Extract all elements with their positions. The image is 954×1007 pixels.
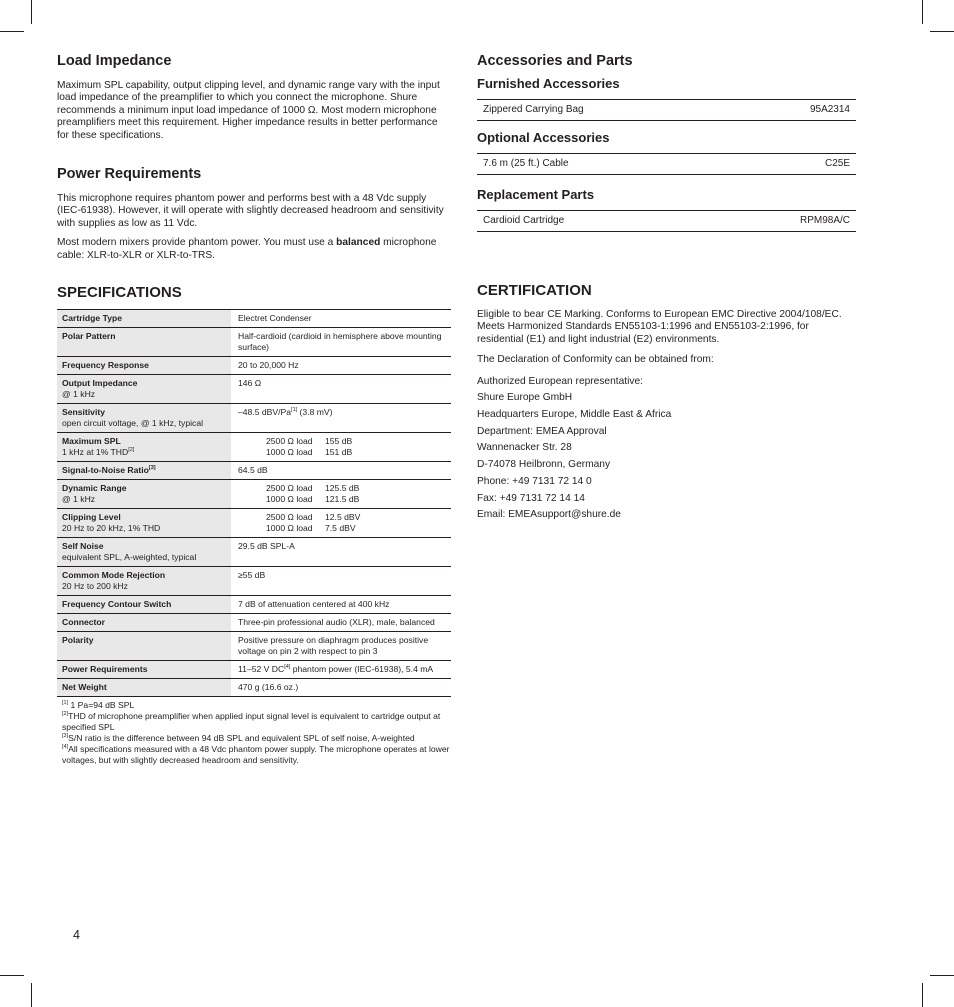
accessory-name: Cardioid Cartridge	[483, 215, 565, 226]
spec-value-cell	[231, 661, 451, 679]
spec-value: ≥55 dB	[238, 570, 266, 581]
footnote-text: THD of microphone preamplifier when applied input signal level is equivalent to cartridge output at specified SPL	[62, 711, 441, 733]
replacement-part-row	[477, 210, 856, 232]
spec-key-condition	[62, 581, 226, 592]
certification-heading: CERTIFICATION	[477, 282, 592, 299]
spec-row	[57, 632, 451, 661]
spec-load-value: 151 dB	[325, 447, 353, 458]
spec-value: 64.5 dB	[238, 465, 268, 476]
optional-accessories-heading: Optional Accessories	[477, 130, 610, 145]
spec-key-cell	[57, 310, 231, 328]
crop-mark	[922, 983, 923, 1007]
crop-mark	[31, 983, 32, 1007]
address-line: Wannenacker Str. 28	[477, 442, 572, 454]
spec-key-text: Cartridge Type	[62, 313, 123, 324]
spec-load-pair	[238, 483, 446, 494]
spec-key-cell	[57, 661, 231, 679]
accessory-name: 7.6 m (25 ft.) Cable	[483, 158, 569, 169]
left-column	[57, 52, 451, 766]
spec-value-cell	[231, 433, 451, 462]
spec-value: 20 to 20,000 Hz	[238, 360, 299, 371]
spec-value: Three-pin professional audio (XLR), male, balanced	[238, 617, 435, 628]
spec-key	[62, 313, 226, 324]
spec-value: 7 dB of attenuation centered at 400 kHz	[238, 599, 390, 610]
spec-key-condition	[62, 523, 226, 534]
spec-key-cell	[57, 433, 231, 462]
spec-load-pair	[238, 494, 446, 505]
spec-key-condition-text: open circuit voltage, @ 1 kHz, typical	[62, 418, 204, 429]
spec-value-suffix: phantom power (IEC-61938), 5.4 mA	[290, 664, 434, 675]
spec-key	[62, 378, 226, 389]
spec-key-condition	[62, 552, 226, 563]
spec-key-cell	[57, 404, 231, 433]
crop-mark	[0, 975, 24, 976]
load-impedance-heading: Load Impedance	[57, 53, 172, 69]
spec-load-pair	[238, 436, 446, 447]
spec-key-cell	[57, 462, 231, 480]
spec-load-pair	[238, 512, 446, 523]
spec-load-value: 125.5 dB	[325, 483, 360, 494]
footnote-mark: [3]	[62, 733, 69, 740]
accessory-part-number: RPM98A/C	[799, 215, 850, 226]
spec-value: –48.5 dBV/Pa	[238, 407, 292, 418]
footnote-mark: [2]	[62, 711, 69, 718]
spec-value-cell	[231, 328, 451, 357]
accessory-name: Zippered Carrying Bag	[483, 104, 584, 115]
spec-key-text: Power Requirements	[62, 664, 148, 675]
spec-value-cell	[231, 509, 451, 538]
spec-row	[57, 679, 451, 697]
furnished-accessory-row	[477, 99, 856, 121]
spec-key	[62, 465, 226, 476]
spec-value: Half-cardioid (cardioid in hemisphere above mounting surface)	[238, 331, 442, 353]
spec-load-value: 12.5 dBV	[325, 512, 361, 523]
spec-key-text: Polar Pattern	[62, 331, 116, 342]
address-line: Phone: +49 7131 72 14 0	[477, 475, 592, 487]
footnote-ref: [2]	[128, 447, 135, 454]
spec-key-text: Common Mode Rejection	[62, 570, 166, 581]
power-requirements-note: Most modern mixers provide phantom power. You must use a balanced microphone cable: XLR-to-XLR or XLR-to-TRS.	[57, 237, 437, 261]
spec-key-text: Clipping Level	[62, 512, 121, 523]
spec-key-condition	[62, 494, 226, 505]
specifications-table	[57, 309, 451, 697]
spec-key	[62, 483, 226, 494]
spec-load: 2500 Ω load	[266, 436, 313, 447]
spec-load: 1000 Ω load	[266, 494, 313, 505]
spec-value-cell	[231, 596, 451, 614]
crop-mark	[922, 0, 923, 24]
spec-key	[62, 682, 226, 693]
spec-key-cell	[57, 632, 231, 661]
spec-key-text: Net Weight	[62, 682, 107, 693]
footnote	[62, 733, 451, 744]
spec-key	[62, 570, 226, 581]
replacement-parts-heading: Replacement Parts	[477, 187, 595, 202]
spec-key-text: Polarity	[62, 635, 94, 646]
spec-key-condition-text: 20 Hz to 20 kHz, 1% THD	[62, 523, 161, 534]
crop-mark	[0, 31, 24, 32]
spec-value-cell	[231, 357, 451, 375]
spec-key-text: Frequency Contour Switch	[62, 599, 172, 610]
right-column	[477, 52, 857, 526]
spec-row	[57, 357, 451, 375]
certification-text: Eligible to bear CE Marking. Conforms to European EMC Directive 2004/108/EC. Meets Harmonized Standards EN55103-1:1996 and EN55103-2:1996, for residential (E1) and light industrial (E2) environments.	[477, 309, 842, 345]
spec-key	[62, 635, 226, 646]
spec-load-value: 121.5 dB	[325, 494, 360, 505]
spec-row	[57, 404, 451, 433]
address-line: Headquarters Europe, Middle East & Africa	[477, 409, 672, 421]
spec-key-condition-text: equivalent SPL, A-weighted, typical	[62, 552, 197, 563]
crop-mark	[31, 0, 32, 24]
spec-key-cell	[57, 509, 231, 538]
spec-load-value: 155 dB	[325, 436, 353, 447]
footnote-mark: [4]	[62, 744, 69, 751]
footnote	[62, 744, 451, 766]
spec-key	[62, 617, 226, 628]
footnote	[62, 711, 451, 733]
spec-row	[57, 509, 451, 538]
spec-key-cell	[57, 567, 231, 596]
spec-key	[62, 512, 226, 523]
accessories-heading: Accessories and Parts	[477, 53, 633, 69]
spec-load: 1000 Ω load	[266, 523, 313, 534]
footnote	[62, 700, 451, 711]
specifications-heading: SPECIFICATIONS	[57, 284, 182, 302]
declaration-text: The Declaration of Conformity can be obtained from:	[477, 354, 714, 366]
spec-key	[62, 664, 226, 675]
spec-value-cell	[231, 614, 451, 632]
footnotes	[57, 700, 451, 766]
spec-value-cell	[231, 480, 451, 509]
spec-value: 11–52 V DC	[238, 664, 285, 675]
load-impedance-text: Maximum SPL capability, output clipping level, and dynamic range vary with the input load impedance of the preamplifier to which you connect the microphone. Shure recommends a minimum input load impedance of 1000 Ω. Most modern microphone preamplifiers meet this requirement. Higher impedance results in better performance for these specifications.	[57, 80, 440, 141]
spec-value: 29.5 dB SPL-A	[238, 541, 295, 552]
crop-mark	[930, 31, 954, 32]
footnote-text: All specifications measured with a 48 Vdc phantom power supply. The microphone operates at lower voltages, but with slightly decreased headroom and sensitivity.	[62, 744, 450, 766]
spec-key-cell	[57, 596, 231, 614]
spec-key-condition-text: @ 1 kHz	[62, 494, 96, 505]
spec-key-text: Sensitivity	[62, 407, 105, 418]
footnote-text: S/N ratio is the difference between 94 dB SPL and equivalent SPL of self noise, A-weighted	[68, 733, 415, 744]
address-line: Fax: +49 7131 72 14 14	[477, 492, 585, 504]
spec-row	[57, 596, 451, 614]
accessory-part-number: C25E	[824, 158, 850, 169]
spec-key-condition	[62, 418, 226, 429]
spec-load-pair	[238, 447, 446, 458]
spec-key	[62, 599, 226, 610]
spec-key-text: Maximum SPL	[62, 436, 121, 447]
spec-value-cell	[231, 404, 451, 433]
spec-key	[62, 331, 226, 342]
spec-key-cell	[57, 538, 231, 567]
footnote-ref: [3]	[148, 465, 156, 472]
spec-key-cell	[57, 614, 231, 632]
furnished-accessories-heading: Furnished Accessories	[477, 76, 620, 91]
optional-accessory-row	[477, 153, 856, 175]
spec-key-text: Signal-to-Noise Ratio	[62, 465, 149, 476]
spec-row	[57, 328, 451, 357]
spec-key-cell	[57, 357, 231, 375]
spec-value-cell	[231, 310, 451, 328]
spec-key-condition-text: @ 1 kHz	[62, 389, 96, 400]
spec-key-text: Dynamic Range	[62, 483, 127, 494]
footnote-ref: [4]	[284, 664, 291, 671]
spec-key-cell	[57, 328, 231, 357]
spec-key	[62, 407, 226, 418]
spec-key-cell	[57, 679, 231, 697]
spec-row	[57, 567, 451, 596]
spec-value-cell	[231, 632, 451, 661]
spec-value-suffix: (3.8 mV)	[297, 407, 333, 418]
power-requirements-text: This microphone requires phantom power and performs best with a 48 Vdc supply (IEC-61938). However, it will operate with slightly decreased headroom and sensitivity with supplies as low as 11 Vdc.	[57, 193, 444, 229]
spec-key-condition-text: 20 Hz to 200 kHz	[62, 581, 128, 592]
spec-row	[57, 538, 451, 567]
spec-key	[62, 541, 226, 552]
spec-key	[62, 436, 226, 447]
power-requirements-heading: Power Requirements	[57, 166, 202, 183]
spec-value: 146 Ω	[238, 378, 262, 389]
spec-row	[57, 375, 451, 404]
spec-value: Positive pressure on diaphragm produces positive voltage on pin 2 with respect to pin 3	[238, 635, 429, 657]
spec-key-cell	[57, 375, 231, 404]
spec-value: 470 g (16.6 oz.)	[238, 682, 299, 693]
spec-value-cell	[231, 679, 451, 697]
page-number: 4	[73, 928, 80, 942]
spec-key-text: Frequency Response	[62, 360, 149, 371]
spec-key-condition	[62, 447, 226, 458]
spec-row	[57, 614, 451, 632]
footnote-ref: [1]	[291, 407, 298, 414]
address-line: Department: EMEA Approval	[477, 425, 607, 437]
spec-key	[62, 360, 226, 371]
spec-key-text: Connector	[62, 617, 105, 628]
footnote-mark: [1]	[62, 700, 69, 707]
spec-load-pair	[238, 523, 446, 534]
spec-value-cell	[231, 567, 451, 596]
spec-key-cell	[57, 480, 231, 509]
accessory-part-number: 95A2314	[809, 104, 850, 115]
spec-value-cell	[231, 462, 451, 480]
spec-load: 1000 Ω load	[266, 447, 313, 458]
address-line: Email: EMEAsupport@shure.de	[477, 509, 621, 521]
address-block	[477, 376, 857, 522]
spec-load-value: 7.5 dBV	[325, 523, 356, 534]
spec-load: 2500 Ω load	[266, 512, 313, 523]
spec-row	[57, 480, 451, 509]
spec-key-condition	[62, 389, 226, 400]
footnote-text: 1 Pa=94 dB SPL	[68, 700, 135, 711]
spec-row	[57, 310, 451, 328]
spec-key-text: Self Noise	[62, 541, 104, 552]
spec-value-cell	[231, 375, 451, 404]
spec-row	[57, 661, 451, 679]
spec-key-text: Output Impedance	[62, 378, 138, 389]
crop-mark	[930, 975, 954, 976]
spec-load: 2500 Ω load	[266, 483, 313, 494]
address-line: Authorized European representative:	[477, 375, 643, 387]
spec-row	[57, 433, 451, 462]
address-line: Shure Europe GmbH	[477, 392, 573, 404]
spec-value-cell	[231, 538, 451, 567]
spec-key-condition-text: 1 kHz at 1% THD	[62, 447, 129, 458]
address-line: D-74078 Heilbronn, Germany	[477, 459, 611, 471]
spec-row	[57, 462, 451, 480]
spec-value: Electret Condenser	[238, 313, 312, 324]
